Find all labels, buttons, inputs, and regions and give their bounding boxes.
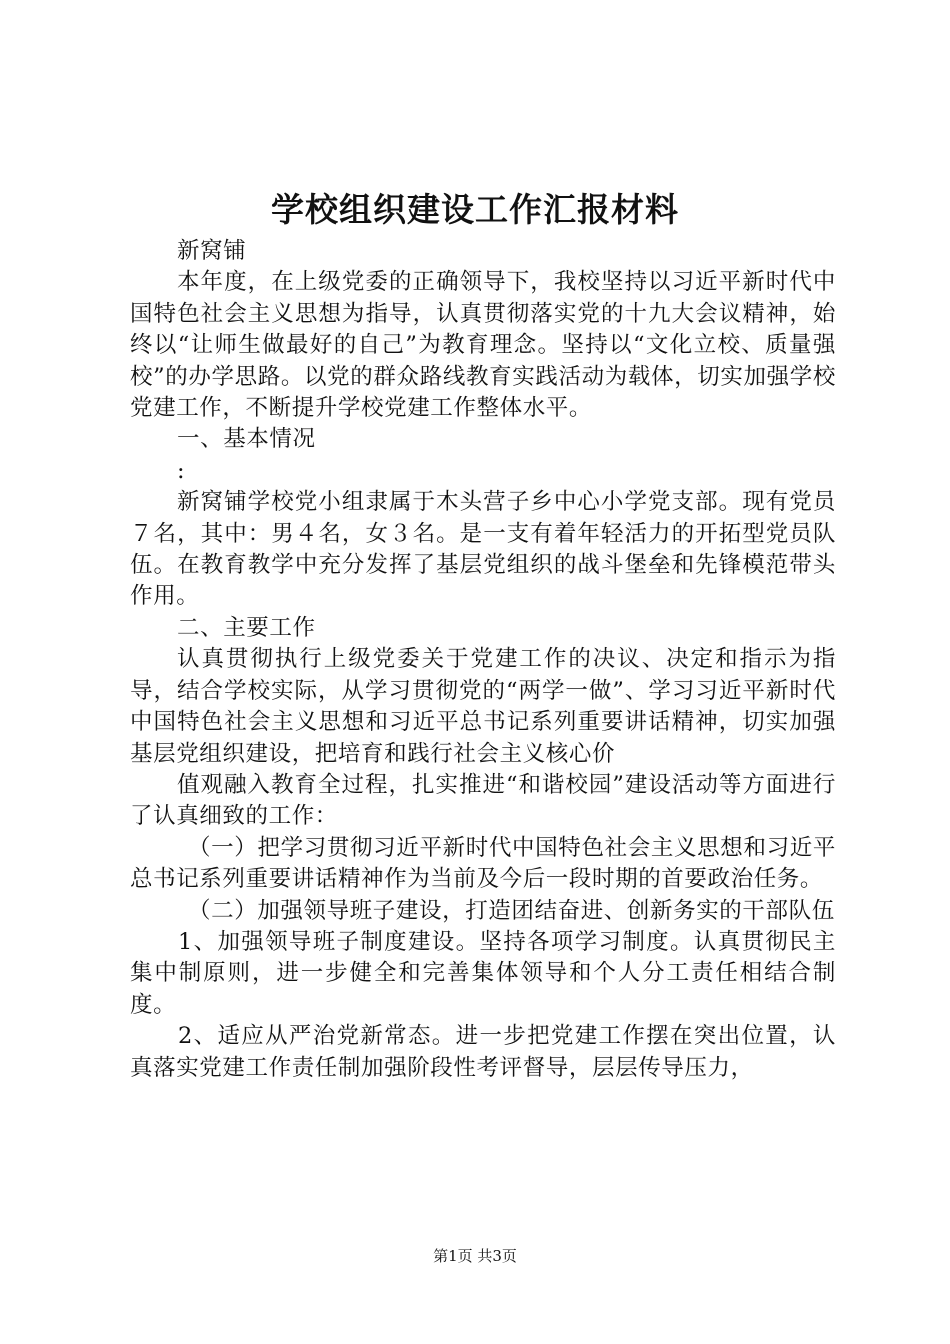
paragraph-author: 新窝铺: [177, 238, 247, 264]
paragraph-item-1: （一）把学习贯彻习近平新时代中国特色社会主义思想和习近平总书记系列重要讲话精神作为当前及今后一段时期的首要政治任务。: [130, 834, 836, 893]
paragraph-main-work: 认真贯彻执行上级党委关于党建工作的决议、决定和指示为指导，结合学校实际，从学习贯彻党的“两学一做”、学习习近平新时代中国特色社会主义思想和习近平总书记系列重要讲话精神，切实加强基层党组织建设，把培育和践行社会主义核心价: [130, 646, 836, 767]
document-title: 学校组织建设工作汇报材料: [271, 190, 679, 229]
heading-main-work: 二、主要工作: [177, 614, 316, 641]
paragraph-subitem-2: 2、适应从严治党新常态。进一步把党建工作摆在突出位置，认真落实党建工作责任制加强阶段性考评督导，层层传导压力，: [130, 1023, 836, 1081]
paragraph-subitem-1: 1、加强领导班子制度建设。坚持各项学习制度。认真贯彻民主集中制原则，进一步健全和完善集体领导和个人分工责任相结合制度。: [130, 928, 836, 1018]
paragraph-intro: 本年度，在上级党委的正确领导下，我校坚持以习近平新时代中国特色社会主义思想为指导，认真贯彻落实党的十九大会议精神，始终以“让师生做最好的自己”为教育理念。坚持以“文化立校、质量强校”的办学思路。以党的群众路线教育实践活动为载体，切实加强学校党建工作，不断提升学校党建工作整体水平。: [130, 269, 836, 422]
page-footer: 第1页 共3页: [433, 1247, 517, 1265]
paragraph-main-work-continued: 值观融入教育全过程，扎实推进“和谐校园”建设活动等方面进行了认真细致的工作：: [130, 771, 836, 830]
paragraph-item-2: （二）加强领导班子建设，打造团结奋进、创新务实的干部队伍: [188, 897, 835, 924]
heading-basic-situation: 一、基本情况: [177, 426, 316, 453]
paragraph-colon: :: [177, 457, 186, 484]
document-body: [130, 236, 836, 1084]
paragraph-basic-situation: 新窝铺学校党小组隶属于木头营子乡中心小学党支部。现有党员７名，其中：男４名，女３名。是一支有着年轻活力的开拓型党员队伍。在教育教学中充分发挥了基层党组织的战斗堡垒和先锋模范带头作用。: [130, 489, 836, 610]
